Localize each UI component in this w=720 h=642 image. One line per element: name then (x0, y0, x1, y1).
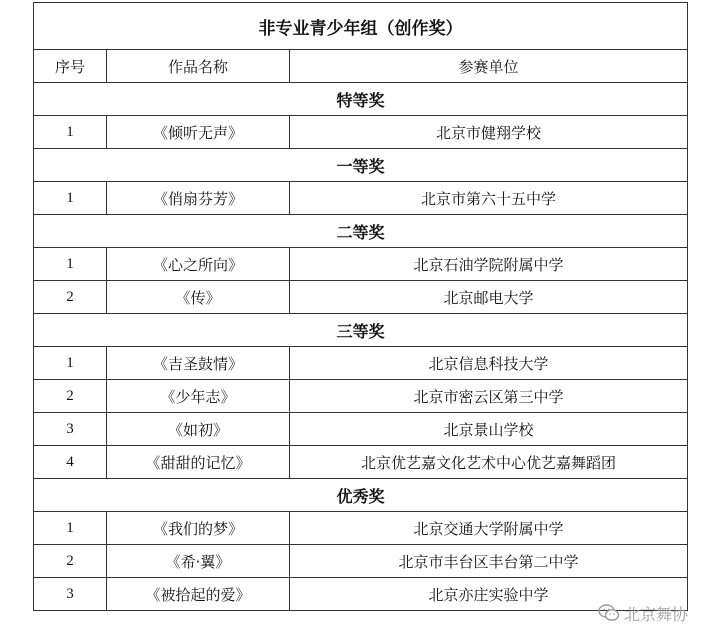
awards-table-body (34, 3, 688, 611)
category-row (34, 314, 688, 347)
header-work: 作品名称 (107, 50, 290, 83)
entry-work-title: 《如初》 (107, 413, 290, 446)
table-title-row (34, 3, 688, 50)
entry-unit: 北京信息科技大学 (290, 347, 688, 380)
entry-number: 1 (34, 248, 107, 281)
entry-unit: 北京市第六十五中学 (290, 182, 688, 215)
awards-table (33, 2, 688, 611)
entry-unit: 北京市丰台区丰台第二中学 (290, 545, 688, 578)
entry-unit: 北京邮电大学 (290, 281, 688, 314)
table-row (34, 248, 688, 281)
category-label: 三等奖 (34, 314, 688, 347)
category-label: 二等奖 (34, 215, 688, 248)
entry-unit: 北京石油学院附属中学 (290, 248, 688, 281)
entry-work-title: 《被拾起的爱》 (107, 578, 290, 611)
category-label: 特等奖 (34, 83, 688, 116)
entry-work-title: 《传》 (107, 281, 290, 314)
entry-unit: 北京交通大学附属中学 (290, 512, 688, 545)
entry-number: 2 (34, 380, 107, 413)
table-row (34, 446, 688, 479)
entry-work-title: 《倾听无声》 (107, 116, 290, 149)
watermark (598, 600, 688, 626)
category-label: 一等奖 (34, 149, 688, 182)
entry-unit: 北京景山学校 (290, 413, 688, 446)
entry-work-title: 《我们的梦》 (107, 512, 290, 545)
table-row (34, 182, 688, 215)
category-row (34, 149, 688, 182)
table-row (34, 512, 688, 545)
watermark-text: 北京舞协 (624, 604, 689, 624)
entry-number: 2 (34, 281, 107, 314)
entry-unit: 北京优艺嘉文化艺术中心优艺嘉舞蹈团 (290, 446, 688, 479)
table-row (34, 578, 688, 611)
table-title: 非专业青少年组（创作奖） (34, 3, 688, 50)
category-row (34, 479, 688, 512)
header-no: 序号 (34, 50, 107, 83)
entry-number: 4 (34, 446, 107, 479)
table-row (34, 380, 688, 413)
category-row (34, 83, 688, 116)
entry-unit: 北京市密云区第三中学 (290, 380, 688, 413)
entry-number: 1 (34, 116, 107, 149)
entry-work-title: 《俏扇芬芳》 (107, 182, 290, 215)
entry-work-title: 《希·翼》 (107, 545, 290, 578)
table-row (34, 347, 688, 380)
entry-work-title: 《心之所向》 (107, 248, 290, 281)
table-header-row (34, 50, 688, 83)
table-row (34, 116, 688, 149)
entry-number: 1 (34, 347, 107, 380)
wechat-icon (598, 603, 620, 623)
entry-work-title: 《甜甜的记忆》 (107, 446, 290, 479)
table-row (34, 413, 688, 446)
entry-number: 3 (34, 578, 107, 611)
category-row (34, 215, 688, 248)
entry-number: 1 (34, 512, 107, 545)
entry-unit: 北京市健翔学校 (290, 116, 688, 149)
entry-number: 3 (34, 413, 107, 446)
category-label: 优秀奖 (34, 479, 688, 512)
table-row (34, 281, 688, 314)
header-unit: 参赛单位 (290, 50, 688, 83)
entry-unit: 北京亦庄实验中学 (290, 578, 688, 611)
entry-number: 2 (34, 545, 107, 578)
table-row (34, 545, 688, 578)
entry-number: 1 (34, 182, 107, 215)
entry-work-title: 《少年志》 (107, 380, 290, 413)
entry-work-title: 《吉圣鼓情》 (107, 347, 290, 380)
